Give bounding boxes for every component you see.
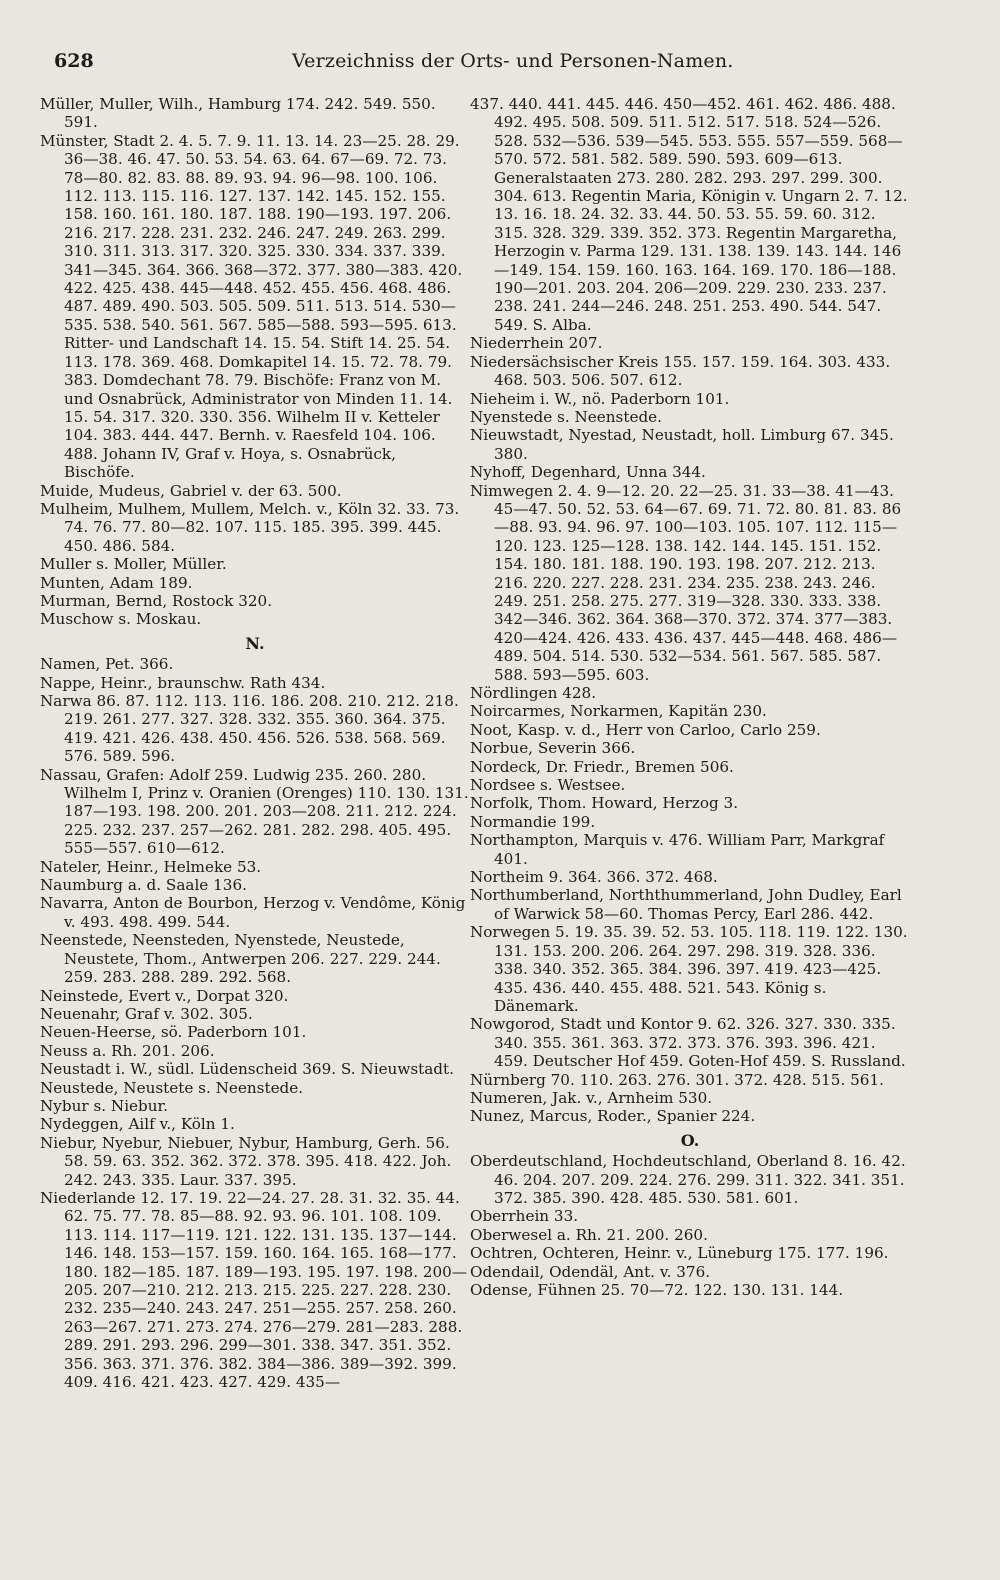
index-entry: Nydeggen, Ailf v., Köln 1.: [40, 1115, 235, 1134]
index-entry: Münster, Stadt 2. 4. 5. 7. 9. 11. 13. 14. 23—25. 28. 29. 36—38. 46. 47. 50. 53. 54. 63. 64. 67—69. 72. 73. 78—80. 82. 83. 88. 89. 93. 94. 96—98. 100. 106. 112. 113. 115. 116. 127. 137. 142. 145. 152. 155. 158. 160. 161. 180. 187. 188. 190—193. 197. 206. 216. 217. 228. 231. 232. 246. 247. 249. 263. 299. 310. 311. 313. 317. 320. 325. 330. 334. 337. 339. 341—345. 364. 366. 368—372. 377. 380—383. 420. 422. 425. 438. 445—448. 452. 455. 456. 468. 486. 487. 489. 490. 503. 505. 509. 511. 513. 514. 530—535. 538. 540. 561. 567. 585—588. 593—595. 613. Ritter- und Landschaft 14. 15. 54. Stift 14. 25. 54. 113. 178. 369. 468. Domkapitel 14. 15. 72. 78. 79. 383. Domdechant 78. 79. Bischöfe: Franz von M. und Osnabrück, Administrator von Minden 11. 14. 15. 54. 317. 320. 330. 356. Wilhelm II v. Ketteler 104. 383. 444. 447. Bernh. v. Raesfeld 104. 106. 488. Johann IV, Graf v. Hoya, s. Osnabrück, Bischöfe.: [40, 131, 463, 482]
index-entry: Nyhoff, Degenhard, Unna 344.: [470, 463, 706, 482]
index-entry: Neuen-Heerse, sö. Paderborn 101.: [40, 1023, 307, 1042]
index-entry: Neenstede, Neensteden, Nyenstede, Neustede, Neustete, Thom., Antwerpen 206. 227. 229. 244. 259. 283. 288. 289. 292. 568.: [40, 931, 441, 987]
index-entry: Ochtren, Ochteren, Heinr. v., Lüneburg 175. 177. 196.: [470, 1244, 889, 1263]
index-entry: Navarra, Anton de Bourbon, Herzog v. Vendôme, König v. 493. 498. 499. 544.: [40, 894, 466, 931]
page-header: [54, 50, 960, 84]
page-number: 628: [54, 50, 94, 72]
index-entry: Odense, Fühnen 25. 70—72. 122. 130. 131. 144.: [470, 1281, 844, 1299]
index-entry: Oberwesel a. Rh. 21. 200. 260.: [470, 1225, 708, 1244]
index-entry: Niedersächsischer Kreis 155. 157. 159. 164. 303. 433. 468. 503. 506. 507. 612.: [470, 352, 891, 390]
index-entry: Nimwegen 2. 4. 9—12. 20. 22—25. 31. 33—38. 41—43. 45—47. 50. 52. 53. 64—67. 69. 71. 72. 80. 81. 83. 86—88. 93. 94. 96. 97. 100—103. 105. 107. 112. 115—120. 123. 125—128. 138. 142. 144. 145. 151. 152. 154. 180. 181. 188. 190. 193. 198. 207. 212. 213. 216. 220. 227. 228. 231. 234. 235. 238. 243. 246. 249. 251. 258. 275. 277. 319—328. 330. 333. 338. 342—346. 362. 364. 368—370. 372. 374. 377—383. 420—424. 426. 433. 436. 437. 445—448. 468. 486—489. 504. 514. 530. 532—534. 561. 567. 585. 587. 588. 593—595. 603.: [470, 481, 902, 684]
index-entry: Norwegen 5. 19. 35. 39. 52. 53. 105. 118. 119. 122. 130. 131. 153. 200. 206. 264. 297. 298. 319. 328. 336. 338. 340. 352. 365. 384. 396. 397. 419. 423—425. 435. 436. 440. 455. 488. 521. 543. König s. Dänemark.: [470, 923, 908, 1015]
index-entry: Nieuwstadt, Nyestad, Neustadt, holl. Limburg 67. 345. 380.: [470, 426, 894, 463]
index-entry: Numeren, Jak. v., Arnheim 530.: [470, 1088, 713, 1107]
index-entry: Nowgorod, Stadt und Kontor 9. 62. 326. 327. 330. 335. 340. 355. 361. 363. 372. 373. 376. 393. 396. 421. 459. Deutscher Hof 459. Goten-Hof 459. S. Russland.: [470, 1015, 906, 1071]
index-entry: Normandie 199.: [470, 812, 596, 831]
index-entry: Neuenahr, Graf v. 302. 305.: [40, 1004, 253, 1023]
index-entry: Neustadt i. W., südl. Lüdenscheid 369. S. Nieuwstadt.: [40, 1060, 454, 1079]
index-entry: Mulheim, Mulhem, Mullem, Melch. v., Köln 32. 33. 73. 74. 76. 77. 80—82. 107. 115. 185. 395. 399. 445. 450. 486. 584.: [40, 499, 460, 555]
index-entry: Nassau, Grafen: Adolf 259. Ludwig 235. 260. 280. Wilhelm I, Prinz v. Oranien (Orenges) 110. 130. 131. 187—193. 198. 200. 201. 203—208. 211. 212. 224. 225. 232. 237. 257—262. 281. 282. 298. 405. 495. 555—557. 610—612.: [40, 765, 469, 858]
running-title: Verzeichniss der Orts- und Personen-Namen.: [292, 50, 734, 72]
index-entry: Odendail, Odendäl, Ant. v. 376.: [470, 1262, 711, 1281]
section-letter: O.: [680, 1130, 700, 1150]
index-entry: Niebur, Nyebur, Niebuer, Nybur, Hamburg, Gerh. 56. 58. 59. 63. 352. 362. 372. 378. 395. 418. 422. Joh. 242. 243. 335. Laur. 337. 395.: [40, 1133, 452, 1189]
right-column: [470, 95, 910, 1299]
index-entry: Neustede, Neustete s. Neenstede.: [40, 1078, 304, 1097]
index-entry: Noot, Kasp. v. d., Herr von Carloo, Carlo 259.: [470, 720, 821, 739]
index-entry: Niederrhein 207.: [470, 334, 603, 353]
index-entry: Nateler, Heinr., Helmeke 53.: [40, 857, 262, 876]
index-entry: Neuss a. Rh. 201. 206.: [40, 1041, 215, 1060]
index-entry: Nördlingen 428.: [470, 684, 597, 702]
index-entry: Muide, Mudeus, Gabriel v. der 63. 500.: [40, 481, 342, 500]
index-entry: Nürnberg 70. 110. 263. 276. 301. 372. 428. 515. 561.: [470, 1070, 884, 1089]
index-entry: Namen, Pet. 366.: [40, 655, 174, 674]
index-entry: Northeim 9. 364. 366. 372. 468.: [470, 868, 718, 887]
index-entry: Nordeck, Dr. Friedr., Bremen 506.: [470, 757, 734, 776]
index-entry: Nybur s. Niebur.: [40, 1096, 168, 1115]
index-entry: Northampton, Marquis v. 476. William Parr, Markgraf 401.: [470, 831, 885, 868]
index-entry: Nieheim i. W., nö. Paderborn 101.: [470, 389, 730, 408]
index-entry: Norbue, Severin 366.: [470, 739, 636, 758]
index-entry: Munten, Adam 189.: [40, 573, 193, 592]
index-entry: Muller s. Moller, Müller.: [40, 555, 227, 574]
index-entry-continuation: 437. 440. 441. 445. 446. 450—452. 461. 462. 486. 488. 492. 495. 508. 509. 511. 512. 517. 518. 524—526. 528. 532—536. 539—545. 553. 555. 557—559. 568—570. 572. 581. 582. 589. 590. 593. 609—613. Generalstaaten 273. 280. 282. 293. 297. 299. 300. 304. 613. Regentin Maria, Königin v. Ungarn 2. 7. 12. 13. 16. 18. 24. 32. 33. 44. 50. 53. 55. 59. 60. 312. 315. 328. 329. 339. 352. 373. Regentin Margaretha, Herzogin v. Parma 129. 131. 138. 139. 143. 144. 146—149. 154. 159. 160. 163. 164. 169. 170. 186—188. 190—201. 203. 204. 206—209. 229. 230. 233. 237. 238. 241. 244—246. 248. 251. 253. 490. 544. 547. 549. S. Alba.: [470, 95, 908, 334]
index-entry: Nyenstede s. Neenstede.: [470, 407, 662, 426]
index-entry: Narwa 86. 87. 112. 113. 116. 186. 208. 210. 212. 218. 219. 261. 277. 327. 328. 332. 355. 360. 364. 375. 419. 421. 426. 438. 450. 456. 526. 538. 568. 569. 576. 589. 596.: [40, 692, 459, 766]
index-entry: Noircarmes, Norkarmen, Kapitän 230.: [470, 702, 767, 721]
left-column: [40, 95, 470, 1391]
index-entry: Norfolk, Thom. Howard, Herzog 3.: [470, 794, 739, 813]
index-entry: Naumburg a. d. Saale 136.: [40, 876, 247, 895]
index-entry: Oberdeutschland, Hochdeutschland, Oberland 8. 16. 42. 46. 204. 207. 209. 224. 276. 299. 311. 322. 341. 351. 372. 385. 390. 428. 485. 530. 581. 601.: [470, 1152, 906, 1207]
index-entry: Nunez, Marcus, Roder., Spanier 224.: [470, 1107, 756, 1126]
index-entry: Nordsee s. Westsee.: [470, 776, 626, 795]
index-entry: Müller, Muller, Wilh., Hamburg 174. 242. 549. 550. 591.: [40, 95, 436, 132]
index-entry: Nappe, Heinr., braunschw. Rath 434.: [40, 673, 326, 692]
section-letter: N.: [245, 633, 265, 653]
index-entry: Neinstede, Evert v., Dorpat 320.: [40, 986, 289, 1005]
index-entry: Muschow s. Moskau.: [40, 610, 202, 629]
index-entry: Oberrhein 33.: [470, 1207, 579, 1226]
index-entry: Murman, Bernd, Rostock 320.: [40, 591, 273, 610]
index-entry: Niederlande 12. 17. 19. 22—24. 27. 28. 31. 32. 35. 44. 62. 75. 77. 78. 85—88. 92. 93. 96. 101. 108. 109. 113. 114. 117—119. 121. 122. 131. 135. 137—144. 146. 148. 153—157. 159. 160. 164. 165. 168—177. 180. 182—185. 187. 189—193. 195. 197. 198. 200—205. 207—210. 212. 213. 215. 225. 227. 228. 230. 232. 235—240. 243. 247. 251—255. 257. 258. 260. 263—267. 271. 273. 274. 276—279. 281—283. 288. 289. 291. 293. 296. 299—301. 338. 347. 351. 352. 356. 363. 371. 376. 382. 384—386. 389—392. 399. 409. 416. 421. 423. 427. 429. 435—: [40, 1188, 468, 1392]
index-entry: Northumberland, Norththummerland, John Dudley, Earl of Warwick 58—60. Thomas Percy, Earl 286. 442.: [470, 886, 902, 923]
